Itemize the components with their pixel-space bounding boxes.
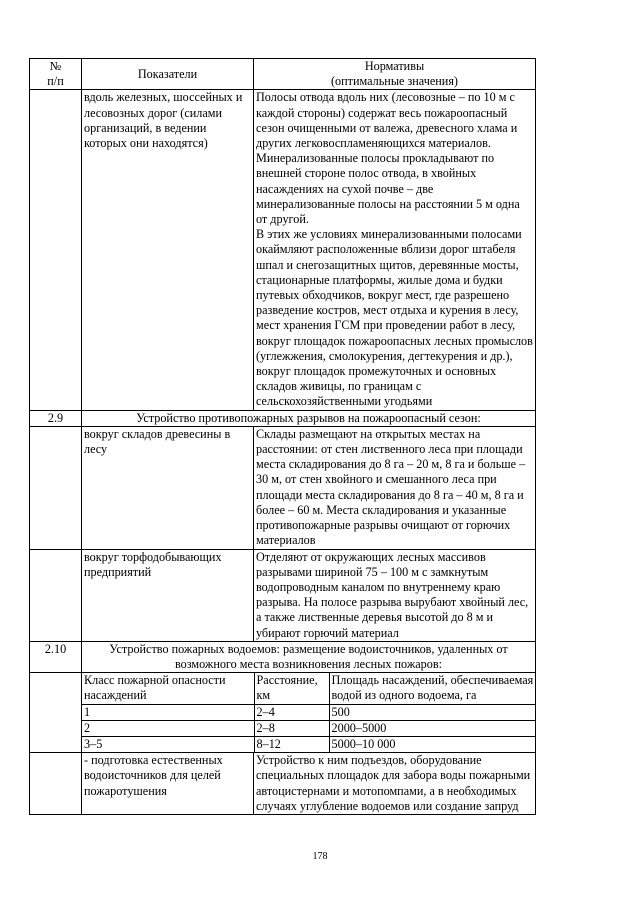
- section-2-9-number: 2.9: [30, 410, 82, 426]
- table-row-peat: [30, 549, 536, 641]
- water-subtable: [82, 673, 536, 752]
- row-roads-indicator: вдоль железных, шоссейных и лесовозных дорог (силами организаций, в ведении которых они находятся): [82, 90, 254, 410]
- page: [29, 58, 535, 815]
- water-subtable-row: [82, 704, 536, 720]
- water-subtable-row: [82, 736, 536, 752]
- water-cell-class: 1: [82, 704, 254, 720]
- row-roads-norm-p1: Полосы отвода вдоль них (лесовозные – по 10 м с каждой стороны) содержат весь пожароопасный сезон очищенными от валежа, древесного хлама и других легковоспламеняющихся материалов.: [256, 90, 518, 151]
- row-peat-indicator: вокруг торфодобывающих предприятий: [82, 549, 254, 641]
- row-natural-indicator: - подготовка естественных водоисточников для целей пожаротушения: [82, 753, 254, 815]
- water-subtable-header: [82, 673, 536, 704]
- header-norms-subtitle: (оптимальные значения): [331, 74, 458, 89]
- table-row-roads: [30, 90, 536, 410]
- water-cell-class: 2: [82, 720, 254, 736]
- header-number-cell: [30, 59, 82, 90]
- water-head-class: Класс пожарной опасности насаждений: [82, 673, 254, 704]
- table-row-wood-storage: [30, 426, 536, 549]
- water-cell-distance: 2–8: [254, 720, 329, 736]
- water-cell-distance: 2–4: [254, 704, 329, 720]
- water-cell-class: 3–5: [82, 736, 254, 752]
- header-number-abbr: п/п: [47, 74, 64, 89]
- section-row-2-9: [30, 410, 536, 426]
- row-wood-number: [30, 426, 82, 549]
- table-header-row: [30, 59, 536, 90]
- table-row-natural-water: [30, 753, 536, 815]
- water-cell-area: 2000–5000: [329, 720, 536, 736]
- row-roads-norm-p2: Минерализованные полосы прокладывают по внешней стороне полос отвода, в хвойных насаждениях на сухой почве – две минерализованные полосы на расстоянии 5 м одна от другой.: [256, 151, 520, 227]
- section-2-10-title: Устройство пожарных водоемов: размещение водоисточников, удаленных от возможного места возникновения лесных пожаров:: [82, 641, 536, 672]
- water-cell-area: 5000–10 000: [329, 736, 536, 752]
- table-row-water-classes: [30, 673, 536, 753]
- water-cell-area: 500: [329, 704, 536, 720]
- header-norms-title: Нормативы: [364, 59, 425, 73]
- row-water-number: [30, 673, 82, 753]
- row-peat-norm: Отделяют от окружающих лесных массивов разрывами шириной 75 – 100 м с замкнутым водопроводным каналом по внутреннему краю разрыва. На полосе разрыва вырубают хвойный лес, а также лиственные деревья высотой до 8 м и убирают горючий материал: [254, 549, 536, 641]
- section-2-9-title: Устройство противопожарных разрывов на пожароопасный сезон:: [82, 410, 536, 426]
- row-roads-number: [30, 90, 82, 410]
- header-number-sign: №: [49, 59, 62, 73]
- water-head-distance: Расстояние, км: [254, 673, 329, 704]
- norms-table: [29, 58, 536, 815]
- page-number: 178: [312, 851, 328, 862]
- water-cell-distance: 8–12: [254, 736, 329, 752]
- row-wood-indicator: вокруг складов древесины в лесу: [82, 426, 254, 549]
- water-head-area: Площадь насаждений, обеспечиваемая водой из одного водоема, га: [329, 673, 536, 704]
- row-roads-norm-p3: В этих же условиях минерализованными полосами окаймляют расположенные вблизи дорог штабеля шпал и снегозащитных щитов, деревянные мосты, стационарные платформы, жилые дома и будки путевых обходчиков, вокруг мест, где разрешено разведение костров, мест отдыха и курения в лесу, мест хранения ГСМ при проведении работ в лесу, вокруг площадок пожароопасных лесных промыслов (углежжения, смолокурения, дегтекурения и др.), вокруг площадок промежуточных и основных складов живицы, по границам с сельскохозяйственными угодьями: [256, 227, 533, 409]
- row-peat-number: [30, 549, 82, 641]
- section-row-2-10: [30, 641, 536, 672]
- header-indicators: Показатели: [82, 59, 254, 90]
- water-subtable-cell: [82, 673, 536, 753]
- row-natural-norm: Устройство к ним подъездов, оборудование специальных площадок для забора воды пожарными автоцистернами и мотопомпами, а в необходимых случаях углубление водоемов или создание запруд: [254, 753, 536, 815]
- header-norms-cell: [254, 59, 536, 90]
- row-roads-norm: [254, 90, 536, 410]
- row-natural-number: [30, 753, 82, 815]
- row-wood-norm: Склады размещают на открытых местах на расстоянии: от стен лиственного леса при площади места складирования до 8 га – 20 м, 8 га и больше – 30 м, от стен хвойного и смешанного леса при площади места складирования до 8 га – 40 м, 8 га и более – 60 м. Места складирования и указанные противопожарные разрывы очищают от горючих материалов: [254, 426, 536, 549]
- section-2-10-number: 2.10: [30, 641, 82, 672]
- water-subtable-row: [82, 720, 536, 736]
